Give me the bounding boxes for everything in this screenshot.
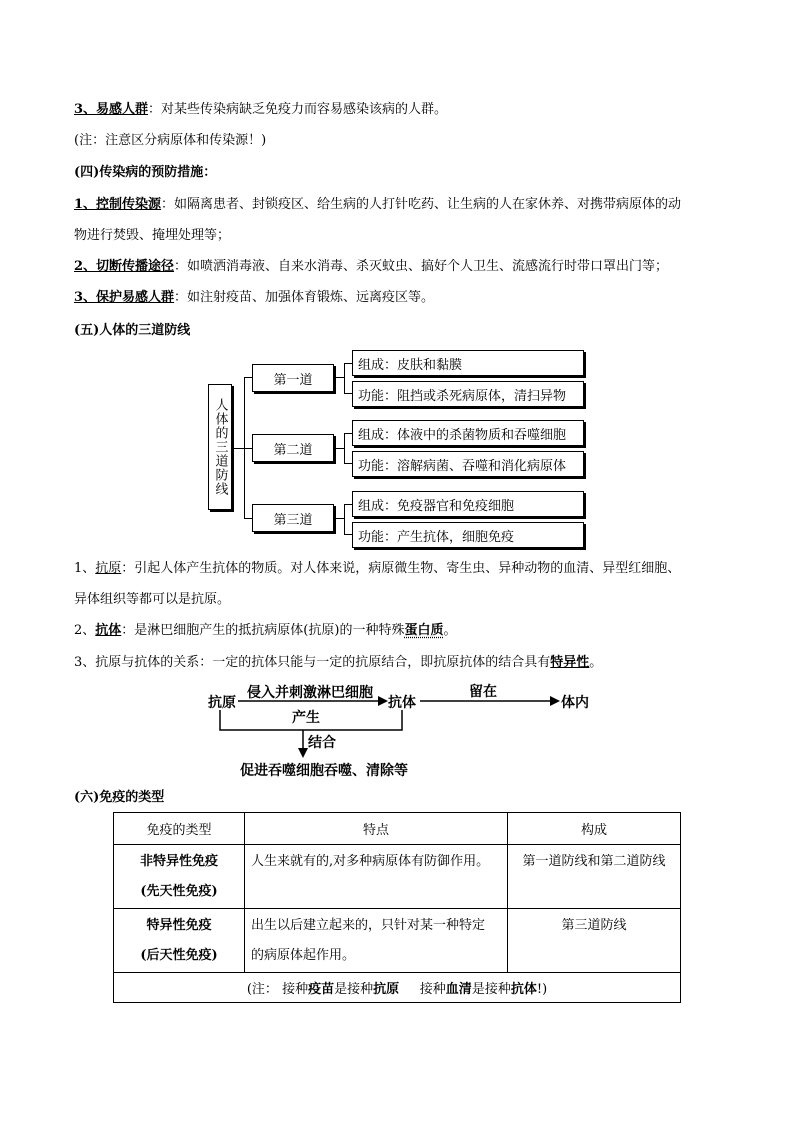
- defense-line-3-compose-text: 组成：免疫器官和免疫细胞: [358, 498, 515, 514]
- prevention-item-2: [74, 258, 668, 276]
- relation-specificity: 特异性: [550, 655, 590, 670]
- defense-line-1-label: 第一道: [273, 372, 313, 388]
- defense-line-3-compose: [352, 491, 584, 517]
- innate-immunity: (先天性免疫): [140, 884, 218, 899]
- table-note: [114, 973, 681, 1003]
- note-mid3: 是接种: [471, 982, 511, 997]
- heading-immunity-types: (六)免疫的类型: [74, 790, 165, 805]
- defense-line-2-box: [252, 434, 334, 462]
- prevention-item-1: [74, 196, 681, 214]
- specific-composition: 第三道防线: [561, 918, 627, 933]
- defense-line-2-label: 第二道: [273, 442, 313, 458]
- antigen-antibody-relation: [74, 654, 602, 672]
- susceptible-label: 3、易感人群: [74, 102, 149, 117]
- flow-invade: 侵入并刺激淋巴细胞: [247, 685, 373, 701]
- antibody-term: 抗体: [95, 623, 122, 638]
- prevention-item-1-cont: 物进行焚毁、掩埋处理等；: [74, 228, 231, 243]
- antigen-def-cont: 异体组织等都可以是抗原。: [74, 592, 231, 607]
- flow-arrow-2: [420, 694, 560, 708]
- specific-feature: 出生以后建立起来的，只针对某一种特定: [251, 918, 486, 933]
- specific-feature-cont: 的病原体起作用。: [251, 948, 356, 963]
- table-cell-feature: [245, 909, 508, 973]
- note-antibody: 抗体: [510, 982, 537, 997]
- note-antigen: 抗原: [373, 982, 400, 997]
- table-cell-feature: [245, 845, 508, 909]
- nonspecific-immunity: 非特异性免疫: [139, 854, 218, 869]
- flow-result: 促进吞噬细胞吞噬、清除等: [240, 763, 408, 779]
- defense-line-1-compose: [352, 350, 584, 376]
- flow-antigen: 抗原: [208, 695, 236, 711]
- prevention-item-3: [74, 289, 434, 307]
- control-source-label: 1、控制传染源: [74, 197, 162, 212]
- table-header-feature: 特点: [245, 813, 508, 845]
- flow-produce: 产生: [292, 710, 320, 726]
- table-row: [114, 845, 681, 909]
- antibody-end: 。: [443, 623, 457, 638]
- table-cell-composition: [508, 845, 681, 909]
- antibody-protein: 蛋白质: [404, 623, 444, 638]
- defense-line-2-compose-text: 组成：体液中的杀菌物质和吞噬细胞: [358, 427, 567, 443]
- defense-line-2-function: [352, 451, 584, 477]
- acquired-immunity: (后天性免疫): [140, 948, 218, 963]
- table-cell-composition: [508, 909, 681, 973]
- antibody-def: [74, 622, 456, 640]
- note-mid1: 是接种: [334, 982, 374, 997]
- heading-prevention: (四)传染病的预防措施：: [74, 165, 217, 180]
- immunity-table: [113, 812, 681, 1003]
- protect-text: ：如注射疫苗、加强体育锻炼、远离疫区等。: [174, 290, 435, 305]
- table-header-type: 免疫的类型: [114, 813, 245, 845]
- specific-immunity: 特异性免疫: [146, 918, 212, 933]
- protect-label: 3、保护易感人群: [74, 290, 175, 305]
- control-source-text: ：如隔离患者、封锁疫区、给生病的人打针吃药、让生病的人在家休养、对携带病原体的动: [161, 197, 682, 212]
- defense-line-2-compose: [352, 420, 584, 446]
- defense-line-1-function-text: 功能：阻挡或杀死病原体，清扫异物: [358, 388, 567, 404]
- note-pre: (注： 接种: [246, 982, 309, 997]
- table-cell-type: [114, 909, 245, 973]
- defense-line-3-function-text: 功能：产生抗体，细胞免疫: [358, 529, 515, 545]
- cut-route-text: ：如喷洒消毒液、自来水消毒、杀灭蚊虫、搞好个人卫生、流感流行时带口罩出门等；: [174, 259, 669, 274]
- note-serum: 血清: [445, 982, 472, 997]
- defense-line-3-box: [252, 504, 334, 532]
- defense-line-1-box: [252, 364, 334, 392]
- note-end: !): [536, 982, 548, 997]
- note-pathogen: (注：注意区分病原体和传染源！): [74, 133, 267, 148]
- defense-line-3-function: [352, 522, 584, 548]
- antigen-def: [74, 560, 680, 578]
- defense-line-3-label: 第三道: [273, 512, 313, 528]
- defense-line-1-compose-text: 组成：皮肤和黏膜: [358, 357, 463, 373]
- defense-line-2-function-text: 功能：溶解病菌、吞噬和消化病原体: [358, 458, 567, 474]
- antigen-text: ：引起人体产生抗体的物质。对人体来说，病原微生物、寄生虫、异种动物的血清、异型红细胞、: [121, 561, 681, 576]
- relation-text: 3、抗原与抗体的关系：一定的抗体只能与一定的抗原结合，即抗原抗体的结合具有: [74, 655, 551, 670]
- cut-route-label: 2、切断传播途径: [74, 259, 175, 274]
- antigen-term: 抗原: [95, 561, 122, 576]
- flow-combine: 结合: [308, 735, 336, 751]
- heading-three-defenses: (五)人体的三道防线: [74, 323, 191, 338]
- flow-arrow-1: [238, 694, 388, 708]
- nonspecific-composition: 第一道防线和第二道防线: [522, 854, 666, 869]
- susceptible-population-line: [74, 101, 447, 119]
- table-header-composition: 构成: [508, 813, 681, 845]
- table-row: [114, 909, 681, 973]
- table-cell-type: [114, 845, 245, 909]
- relation-end: 。: [589, 655, 603, 670]
- note-mid2: 接种: [399, 982, 446, 997]
- nonspecific-feature: 人生来就有的,对多种病原体有防御作用。: [251, 854, 490, 869]
- flow-stay: 留在: [469, 684, 497, 700]
- table-note-row: [114, 973, 681, 1003]
- note-vaccine: 疫苗: [308, 982, 335, 997]
- diagram-root-label: 人体的三道防线: [212, 398, 228, 496]
- antibody-num: 2、: [74, 623, 96, 638]
- flow-antibody: 抗体: [388, 695, 416, 711]
- diagram-root-box: [208, 384, 232, 510]
- antibody-text: ：是淋巴细胞产生的抵抗病原体(抗原)的一种特殊: [121, 623, 405, 638]
- flow-body: 体内: [561, 695, 589, 711]
- antigen-num: 1、: [74, 561, 96, 576]
- susceptible-text: ：对某些传染病缺乏免疫力而容易感染该病的人群。: [148, 102, 448, 117]
- defense-line-1-function: [352, 381, 584, 407]
